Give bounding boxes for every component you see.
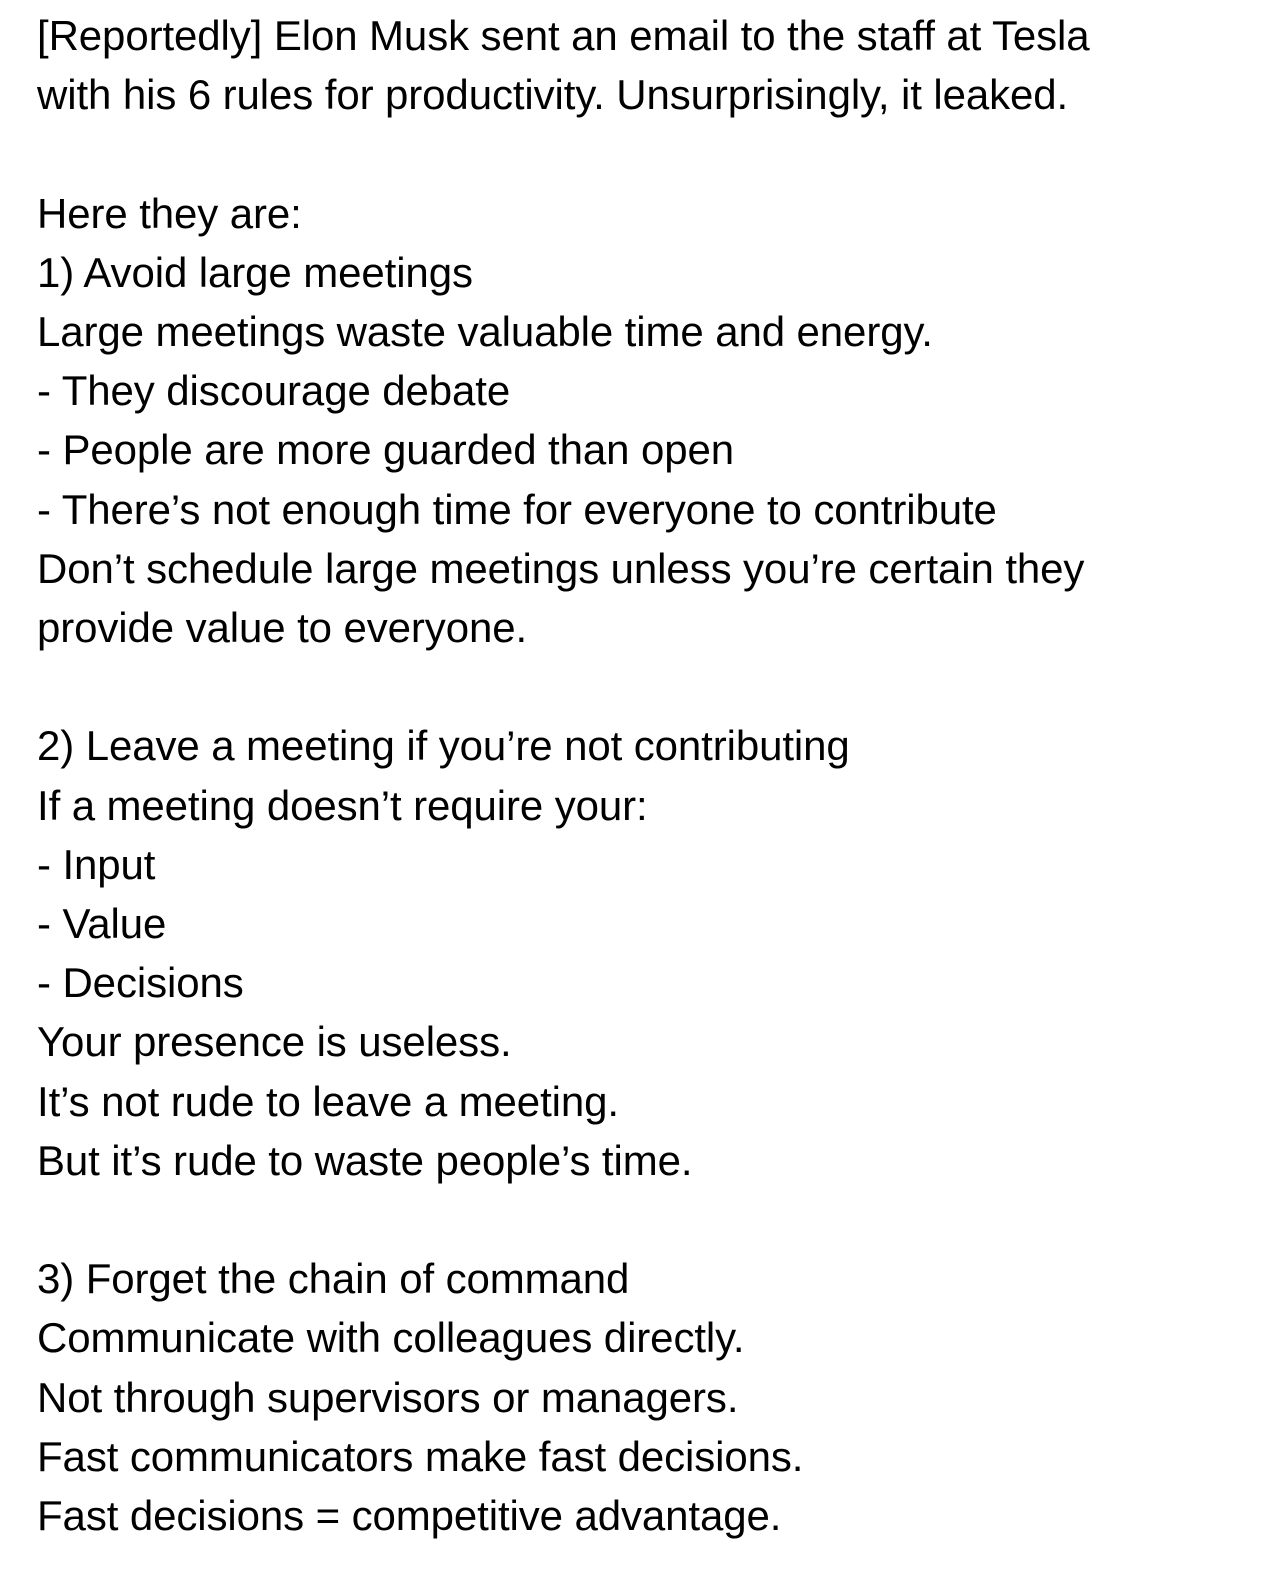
rule-bullet: - Input xyxy=(37,840,156,888)
paragraph-spacer xyxy=(37,657,1267,716)
rule-text-line: provide value to everyone. xyxy=(37,604,528,652)
rule-text-line: Large meetings waste valuable time and energy. xyxy=(37,308,933,355)
intro-line: [Reportedly] Elon Musk sent an email to the staff at Tesla xyxy=(37,12,1090,59)
rule-text-line: Not through supervisors or managers. xyxy=(37,1373,739,1421)
rule-bullet: - There’s not enough time for everyone to contribute xyxy=(37,485,997,533)
rule-bullet: - People are more guarded than open xyxy=(37,426,734,474)
rule-text-line: If a meeting doesn’t require your: xyxy=(37,781,648,829)
rule-text-line: Communicate with colleagues directly. xyxy=(37,1314,745,1362)
rule-text-line: Your presence is useless. xyxy=(37,1018,512,1066)
rule-text-line: It’s not rude to leave a meeting. xyxy=(37,1077,619,1125)
rule-title: 2) Leave a meeting if you’re not contributing xyxy=(37,722,850,770)
paragraph-spacer xyxy=(37,124,1267,183)
rule-bullet: - Value xyxy=(37,900,167,948)
list-heading: Here they are: xyxy=(37,189,302,237)
rule-title: 3) Forget the chain of command xyxy=(37,1255,630,1303)
rule-text-line: Fast decisions = competitive advantage. xyxy=(37,1492,782,1540)
rule-bullet: - Decisions xyxy=(37,959,244,1007)
intro-line: with his 6 rules for productivity. Unsurprisingly, it leaked. xyxy=(37,71,1069,119)
rule-bullet: - They discourage debate xyxy=(37,367,511,415)
note-body xyxy=(37,6,1267,1545)
rule-text-line: Don’t schedule large meetings unless you’re certain they xyxy=(37,544,1085,592)
rule-text-line: But it’s rude to waste people’s time. xyxy=(37,1136,693,1184)
paragraph-spacer xyxy=(37,1190,1267,1249)
rule-text-line: Fast communicators make fast decisions. xyxy=(37,1432,804,1480)
rule-title: 1) Avoid large meetings xyxy=(37,248,473,296)
